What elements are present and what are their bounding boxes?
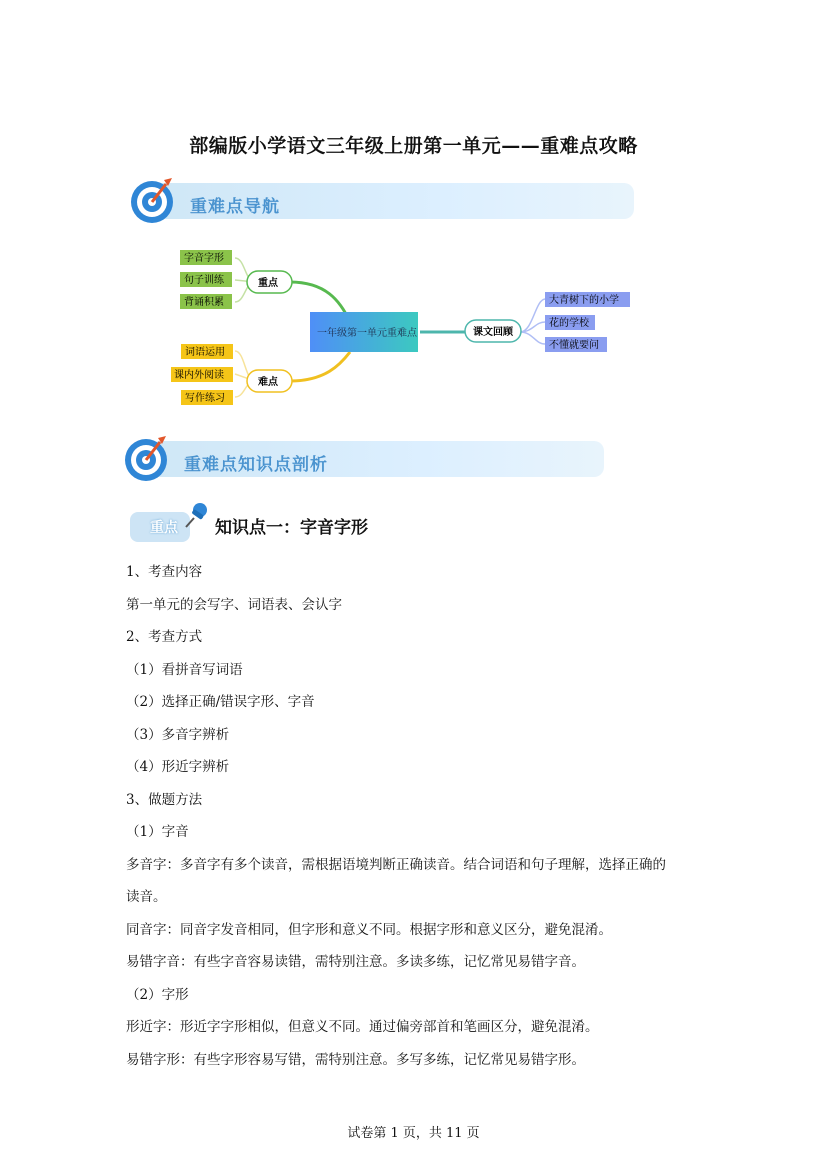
body-line: （2）字形: [126, 987, 189, 1003]
mindmap-center-node: [310, 312, 418, 352]
svg-text:字音字形: 字音字形: [184, 253, 224, 264]
mindmap-review-item: [545, 292, 630, 307]
target-icon: [128, 176, 180, 226]
mindmap: [165, 240, 645, 415]
svg-text:句子训练: 句子训练: [184, 275, 224, 286]
body-line: （1）看拼音写词语: [126, 662, 243, 678]
svg-text:课内外阅读: 课内外阅读: [174, 370, 224, 381]
key-badge-label: 重点: [150, 520, 178, 536]
mindmap-key-node: [247, 271, 292, 293]
body-line: 2、考查方式: [126, 629, 203, 645]
mindmap-hard-node: [247, 370, 292, 392]
body-line: （2）选择正确/错误字形、字音: [126, 694, 315, 710]
mindmap-key-item: [180, 272, 232, 287]
svg-text:花的学校: 花的学校: [549, 318, 589, 329]
svg-text:难点: 难点: [258, 377, 278, 388]
svg-text:不懂就要问: 不懂就要问: [549, 340, 599, 351]
body-line: 形近字：形近字字形相似，但意义不同。通过偏旁部首和笔画区分，避免混淆。: [126, 1019, 599, 1035]
target-icon: [122, 434, 174, 484]
body-line: 3、做题方法: [126, 792, 203, 808]
page-title: 部编版小学语文三年级上册第一单元——重难点攻略: [189, 135, 638, 157]
body-line: 易错字音：有些字音容易读错，需特别注意。多读多练，记忆常见易错字音。: [126, 954, 585, 970]
body-line: （1）字音: [126, 824, 189, 840]
mindmap-review-item: [545, 315, 595, 330]
mindmap-hard-item: [181, 344, 233, 359]
mindmap-key-item: [180, 250, 232, 265]
banner-analysis-text: 重难点知识点剖析: [184, 455, 328, 475]
mindmap-review-item: [545, 337, 607, 352]
mindmap-review-node: [465, 320, 521, 342]
body-line: （4）形近字辨析: [126, 759, 230, 775]
body-line: 多音字：多音字有多个读音，需根据语境判断正确读音。结合词语和句子理解，选择正确的: [126, 857, 666, 873]
body-line: 第一单元的会写字、词语表、会认字: [126, 597, 342, 613]
body-line: 读音。: [126, 889, 167, 905]
body-line: （3）多音字辨析: [126, 727, 230, 743]
body-line: 1、考查内容: [126, 564, 203, 580]
svg-text:词语运用: 词语运用: [185, 347, 225, 358]
svg-text:课文回顾: 课文回顾: [473, 327, 513, 338]
svg-text:大青树下的小学: 大青树下的小学: [549, 295, 619, 306]
pushpin-icon: [183, 500, 213, 530]
svg-text:写作练习: 写作练习: [185, 393, 225, 404]
mindmap-key-item: [180, 294, 232, 309]
mindmap-hard-item: [181, 390, 233, 405]
body-line: 同音字：同音字发音相同，但字形和意义不同。根据字形和意义区分，避免混淆。: [126, 922, 612, 938]
body-line: 易错字形：有些字形容易写错，需特别注意。多写多练，记忆常见易错字形。: [126, 1052, 585, 1068]
mindmap-hard-item: [171, 367, 233, 382]
banner-navigation-text: 重难点导航: [190, 197, 280, 217]
svg-text:一年级第一单元重难点: 一年级第一单元重难点: [317, 328, 417, 339]
knowledge-point-title: 知识点一：字音字形: [215, 518, 368, 538]
svg-text:重点: 重点: [258, 278, 278, 289]
svg-text:背诵积累: 背诵积累: [184, 297, 224, 308]
page-footer: 试卷第 1 页，共 11 页: [347, 1126, 480, 1141]
